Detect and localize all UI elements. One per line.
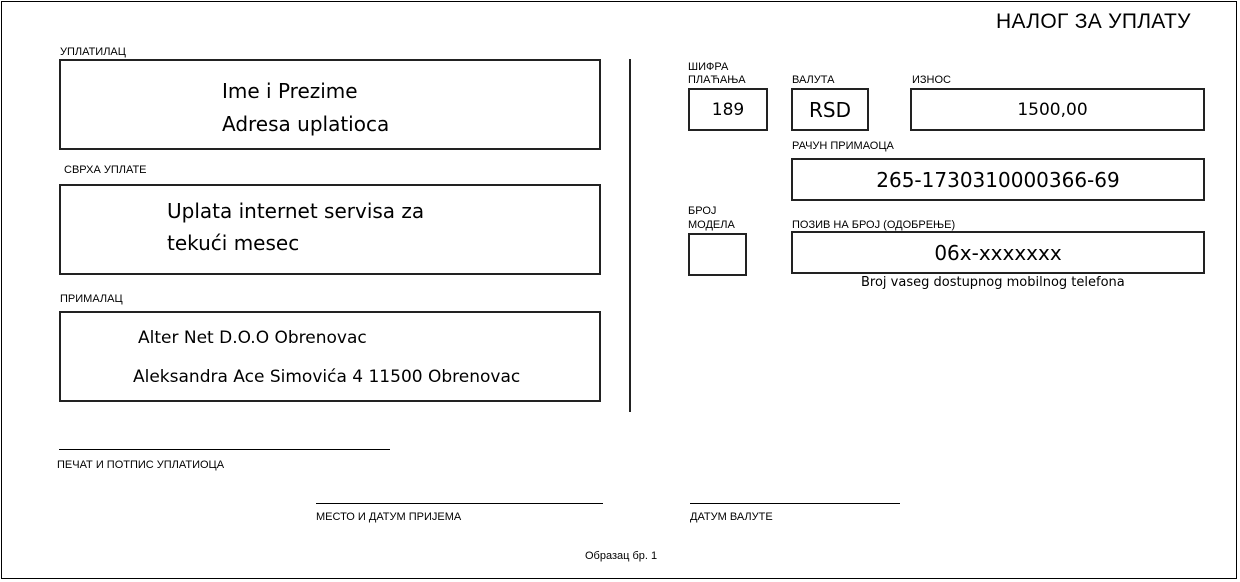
model-number-label-line1: БРОЈ	[688, 205, 717, 217]
purpose-line2: tekući mesec	[167, 231, 300, 255]
recipient-field[interactable]	[59, 311, 601, 402]
recipient-account-field[interactable]	[791, 158, 1205, 201]
recipient-label: ПРИМАЛАЦ	[60, 293, 123, 305]
place-date-line[interactable]	[316, 503, 603, 504]
value-date-line[interactable]	[690, 503, 900, 504]
amount-field[interactable]	[910, 88, 1205, 131]
recipient-address: Aleksandra Ace Simovića 4 11500 Obrenovac	[133, 367, 521, 387]
payer-label: УПЛАТИЛАЦ	[60, 46, 126, 58]
value-date-label: ДАТУМ ВАЛУТЕ	[690, 511, 773, 523]
amount-label: ИЗНОС	[912, 74, 951, 86]
purpose-field[interactable]	[59, 184, 601, 275]
payer-address: Adresa uplatioca	[222, 112, 390, 136]
reference-number-note: Broj vaseg dostupnog mobilnog telefona	[861, 275, 1125, 290]
payer-field[interactable]	[59, 59, 601, 150]
recipient-name: Alter Net D.O.O Obrenovac	[138, 328, 367, 348]
payer-signature-line[interactable]	[59, 449, 390, 450]
recipient-account-value: 265-1730310000366-69	[876, 167, 1120, 192]
purpose-label: СВРХА УПЛАТЕ	[64, 164, 147, 176]
recipient-account-label: РАЧУН ПРИМАОЦА	[792, 140, 894, 152]
payer-signature-label: ПЕЧАТ И ПОТПИС УПЛАТИОЦА	[57, 459, 225, 471]
payment-code-value: 189	[711, 99, 745, 120]
payer-name: Ime i Prezime	[222, 79, 358, 103]
payment-code-field[interactable]	[688, 88, 768, 131]
currency-value: RSD	[809, 97, 851, 122]
amount-value: 1500,00	[1017, 99, 1088, 120]
currency-field[interactable]	[791, 88, 869, 131]
reference-number-label: ПОЗИВ НА БРОЈ (ОДОБРЕЊЕ)	[792, 219, 956, 231]
reference-number-field[interactable]	[791, 231, 1205, 274]
payment-code-label-line2: ПЛАЋАЊА	[688, 74, 746, 86]
reference-number-value: 06x-xxxxxxx	[934, 240, 1062, 265]
section-divider	[629, 59, 631, 412]
place-date-label: МЕСТО И ДАТУМ ПРИЈЕМА	[316, 511, 462, 523]
currency-label: ВАЛУТА	[792, 74, 835, 86]
purpose-line1: Uplata internet servisa za	[167, 199, 425, 223]
payment-code-label-line1: ШИФРА	[688, 61, 729, 73]
form-number-note: Образац бр. 1	[585, 550, 658, 562]
model-number-label-line2: МОДЕЛА	[688, 219, 735, 231]
form-title: НАЛОГ ЗА УПЛАТУ	[996, 10, 1191, 33]
model-number-field[interactable]	[688, 233, 747, 276]
